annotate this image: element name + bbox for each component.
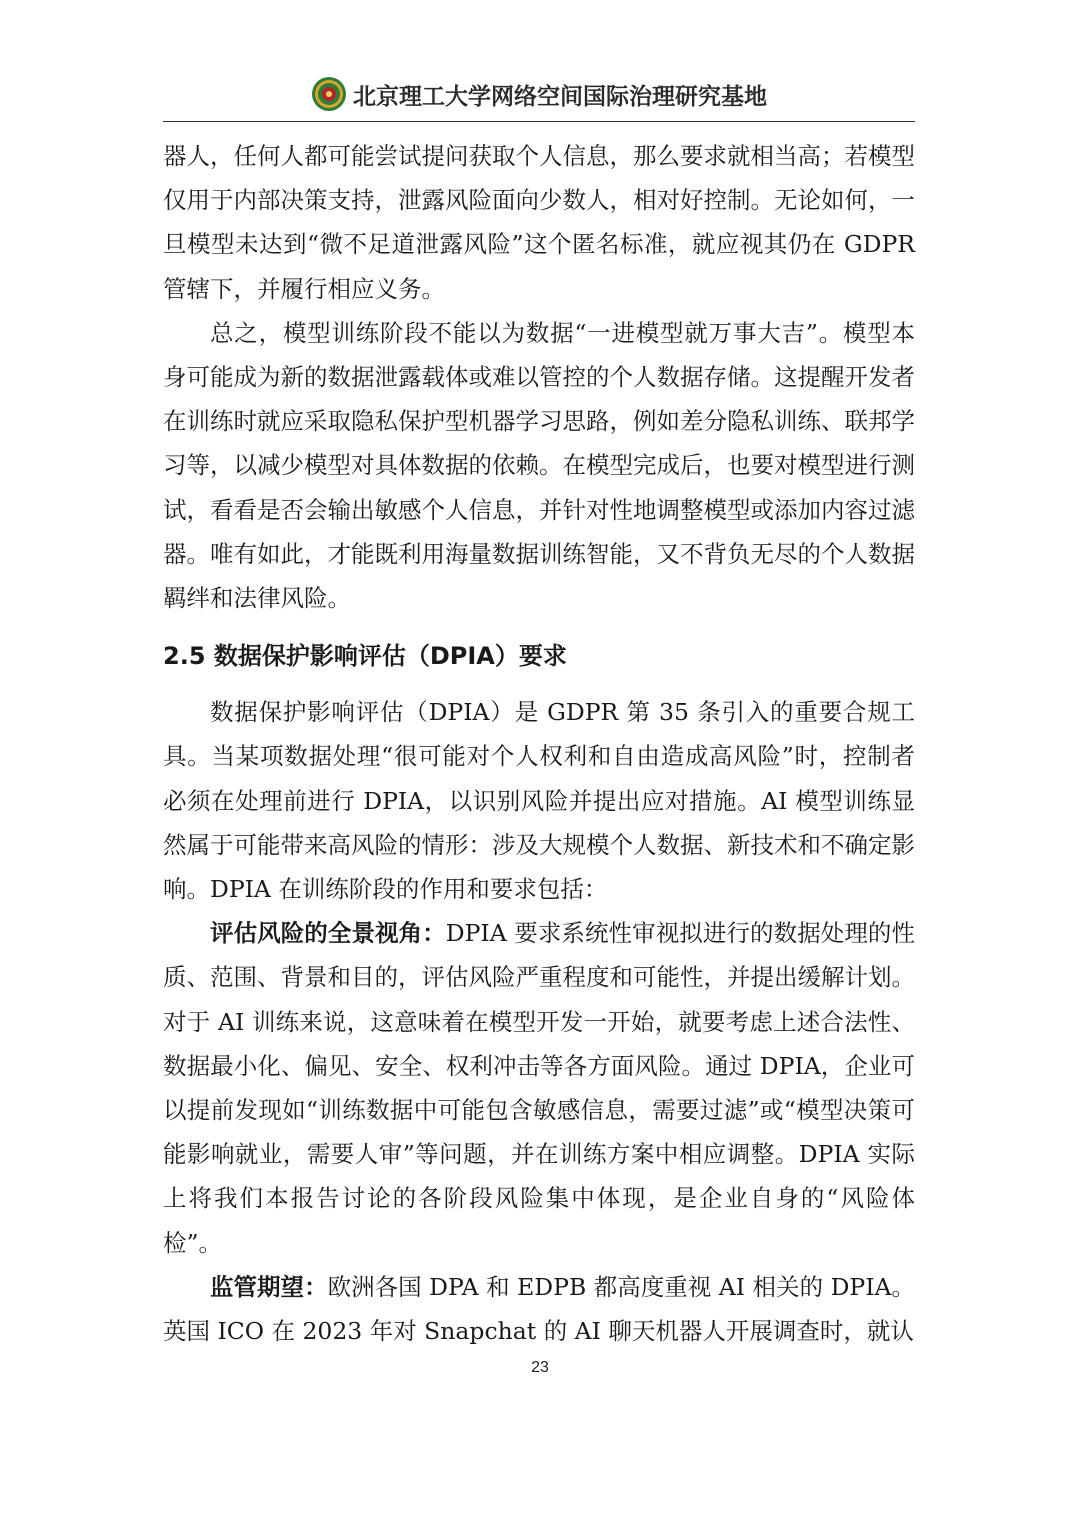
document-body bbox=[163, 134, 915, 1353]
paragraph-risk-perspective-text: DPIA 要求系统性审视拟进行的数据处理的性质、范围、背景和目的，评估风险严重程度和可能性，并提出缓解计划。对于 AI 训练来说，这意味着在模型开发一开始，就要考虑上述合法性、数据最小化、偏见、安全、权利冲击等各方面风险。通过 DPIA，企业可以提前发现如“训练数据中可能包含敏感信息，需要过滤”或“模型决策可能影响就业，需要人审”等问题，并在训练方案中相应调整。DPIA 实际上将我们本报告讨论的各阶段风险集中体现，是企业自身的“风险体检”。 bbox=[163, 919, 915, 1257]
university-seal-icon bbox=[311, 76, 347, 112]
paragraph-summary: 总之，模型训练阶段不能以为数据“一进模型就万事大吉”。模型本身可能成为新的数据泄露载体或难以管控的个人数据存储。这提醒开发者在训练时就应采取隐私保护型机器学习思路，例如差分隐私训练、联邦学习等，以减少模型对具体数据的依赖。在模型完成后，也要对模型进行测试，看看是否会输出敏感个人信息，并针对性地调整模型或添加内容过滤器。唯有如此，才能既利用海量数据训练智能，又不背负无尽的个人数据羁绊和法律风险。 bbox=[163, 318, 915, 613]
paragraph-regulatory-expectation bbox=[163, 1265, 915, 1353]
paragraph-dpia-intro: 数据保护影响评估（DPIA）是 GDPR 第 35 条引入的重要合规工具。当某项数据处理“很可能对个人权利和自由造成高风险”时，控制者必须在处理前进行 DPIA，以识别风险并提出应对措施。AI 模型训练显然属于可能带来高风险的情形：涉及大规模个人数据、新技术和不确定影响。DPIA 在训练阶段的作用和要求包括： bbox=[163, 698, 915, 904]
paragraph-continuation: 器人，任何人都可能尝试提问获取个人信息，那么要求就相当高；若模型仅用于内部决策支持，泄露风险面向少数人，相对好控制。无论如何，一旦模型未达到“微不足道泄露风险”这个匿名标准，就应视其仍在 GDPR 管辖下，并履行相应义务。 bbox=[163, 142, 915, 303]
paragraph-regulatory-expectation-lead: 监管期望： bbox=[210, 1272, 328, 1301]
page-header bbox=[163, 68, 915, 120]
header-inner bbox=[311, 76, 767, 112]
paragraph-risk-perspective-lead: 评估风险的全景视角： bbox=[210, 919, 446, 948]
page-number: 23 bbox=[531, 1359, 549, 1376]
section-heading-dpia: 2.5 数据保护影响评估（DPIA）要求 bbox=[163, 642, 567, 671]
paragraph-risk-perspective bbox=[163, 911, 915, 1265]
header-title: 北京理工大学网络空间国际治理研究基地 bbox=[353, 83, 767, 110]
header-divider bbox=[163, 121, 915, 122]
paragraph-regulatory-expectation-text: 欧洲各国 DPA 和 EDPB 都高度重视 AI 相关的 DPIA。英国 ICO 在 2023 年对 Snapchat 的 AI 聊天机器人开展调查时，就认 bbox=[163, 1272, 916, 1346]
